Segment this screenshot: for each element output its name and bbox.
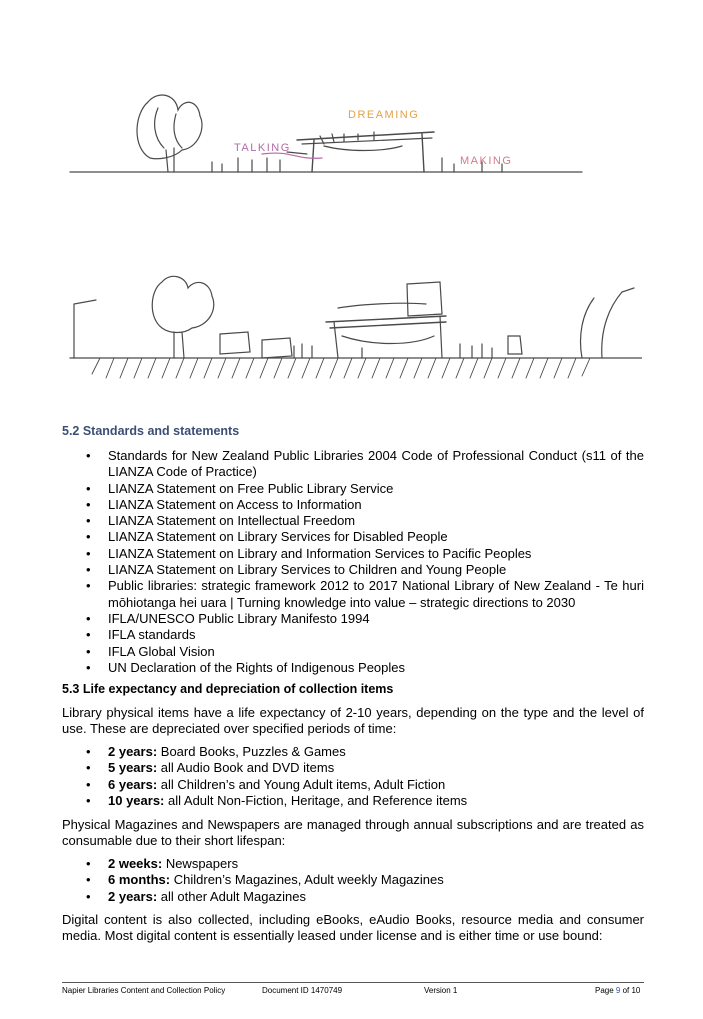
list-item xyxy=(62,856,644,872)
list-item: • LIANZA Statement on Intellectual Freedom xyxy=(62,513,644,529)
list-item xyxy=(62,760,644,776)
footer-version: Version 1 xyxy=(424,986,458,995)
digital-content-paragraph: Digital content is also collected, including eBooks, eAudio Books, resource media and consumer media. Most digital content is essentially leased under license and is either time or use bound: xyxy=(62,912,644,944)
list-item: • Standards for New Zealand Public Libraries 2004 Code of Professional Conduct (s11 of the LIANZA Code of Practice) xyxy=(62,448,644,481)
standards-list xyxy=(62,448,644,676)
sketch-label-dreaming: DREAMING xyxy=(348,109,420,121)
footer-page-number xyxy=(595,986,640,995)
life-expectancy-intro: Library physical items have a life expectancy of 2-10 years, depending on the type and the level of use. These are depreciated over specified periods of time: xyxy=(62,705,644,737)
period-term: 5 years: xyxy=(108,760,158,776)
sketch-drawing xyxy=(62,78,642,404)
list-item: • IFLA standards xyxy=(62,627,644,643)
footer-divider xyxy=(62,982,644,983)
period-desc: Board Books, Puzzles & Games xyxy=(157,744,346,759)
list-item: • UN Declaration of the Rights of Indigenous Peoples xyxy=(62,660,644,676)
sketch-label-talking: TALKING xyxy=(234,142,291,154)
period-term: 2 years: xyxy=(108,744,158,759)
list-item xyxy=(62,889,644,905)
consumables-list xyxy=(62,856,644,905)
sketch-label-making: MAKING xyxy=(460,155,513,167)
page-prefix: Page xyxy=(595,986,616,995)
list-item: • IFLA/UNESCO Public Library Manifesto 1994 xyxy=(62,611,644,627)
list-item: • LIANZA Statement on Free Public Library Service xyxy=(62,481,644,497)
period-desc: all Audio Book and DVD items xyxy=(157,760,335,776)
list-item xyxy=(62,777,644,793)
period-term: 6 years: xyxy=(108,776,158,792)
depreciation-periods-list xyxy=(62,744,644,809)
section-5-3-heading: 5.3 Life expectancy and depreciation of collection items xyxy=(62,682,394,696)
list-item: • Public libraries: strategic framework 2012 to 2017 National Library of New Zealand - Te huri mōhiotanga hei uara | Turning knowledge into value – strategic directions to 2030 xyxy=(62,578,644,611)
page-suffix: of 10 xyxy=(620,986,641,995)
list-item: • LIANZA Statement on Access to Information xyxy=(62,497,644,513)
period-term: 6 months: xyxy=(108,872,171,888)
list-item: • LIANZA Statement on Library Services to Children and Young People xyxy=(62,562,644,578)
list-item: • LIANZA Statement on Library and Information Services to Pacific Peoples xyxy=(62,546,644,562)
period-desc: all Adult Non-Fiction, Heritage, and Reference items xyxy=(164,792,468,808)
period-desc: all other Adult Magazines xyxy=(157,888,307,904)
page-current: 9 xyxy=(615,986,621,995)
list-item: • IFLA Global Vision xyxy=(62,644,644,660)
period-desc: Children’s Magazines, Adult weekly Magazines xyxy=(170,872,444,888)
list-item xyxy=(62,793,644,809)
period-term: 2 weeks: xyxy=(108,856,163,871)
footer-doc-id: Document ID 1470749 xyxy=(262,986,343,995)
section-5-2-heading: 5.2 Standards and statements xyxy=(62,424,240,438)
list-item xyxy=(62,744,644,760)
period-desc: Newspapers xyxy=(162,856,239,871)
list-item: • LIANZA Statement on Library Services for Disabled People xyxy=(62,529,644,545)
period-desc: all Children’s and Young Adult items, Adult Fiction xyxy=(157,776,446,792)
period-term: 10 years: xyxy=(108,792,165,808)
period-term: 2 years: xyxy=(108,888,158,904)
consumables-intro: Physical Magazines and Newspapers are managed through annual subscriptions and are treated as consumable due to their short lifespan: xyxy=(62,817,644,849)
footer-title: Napier Libraries Content and Collection Policy xyxy=(62,986,226,995)
list-item xyxy=(62,872,644,888)
library-concept-sketch xyxy=(62,78,642,404)
